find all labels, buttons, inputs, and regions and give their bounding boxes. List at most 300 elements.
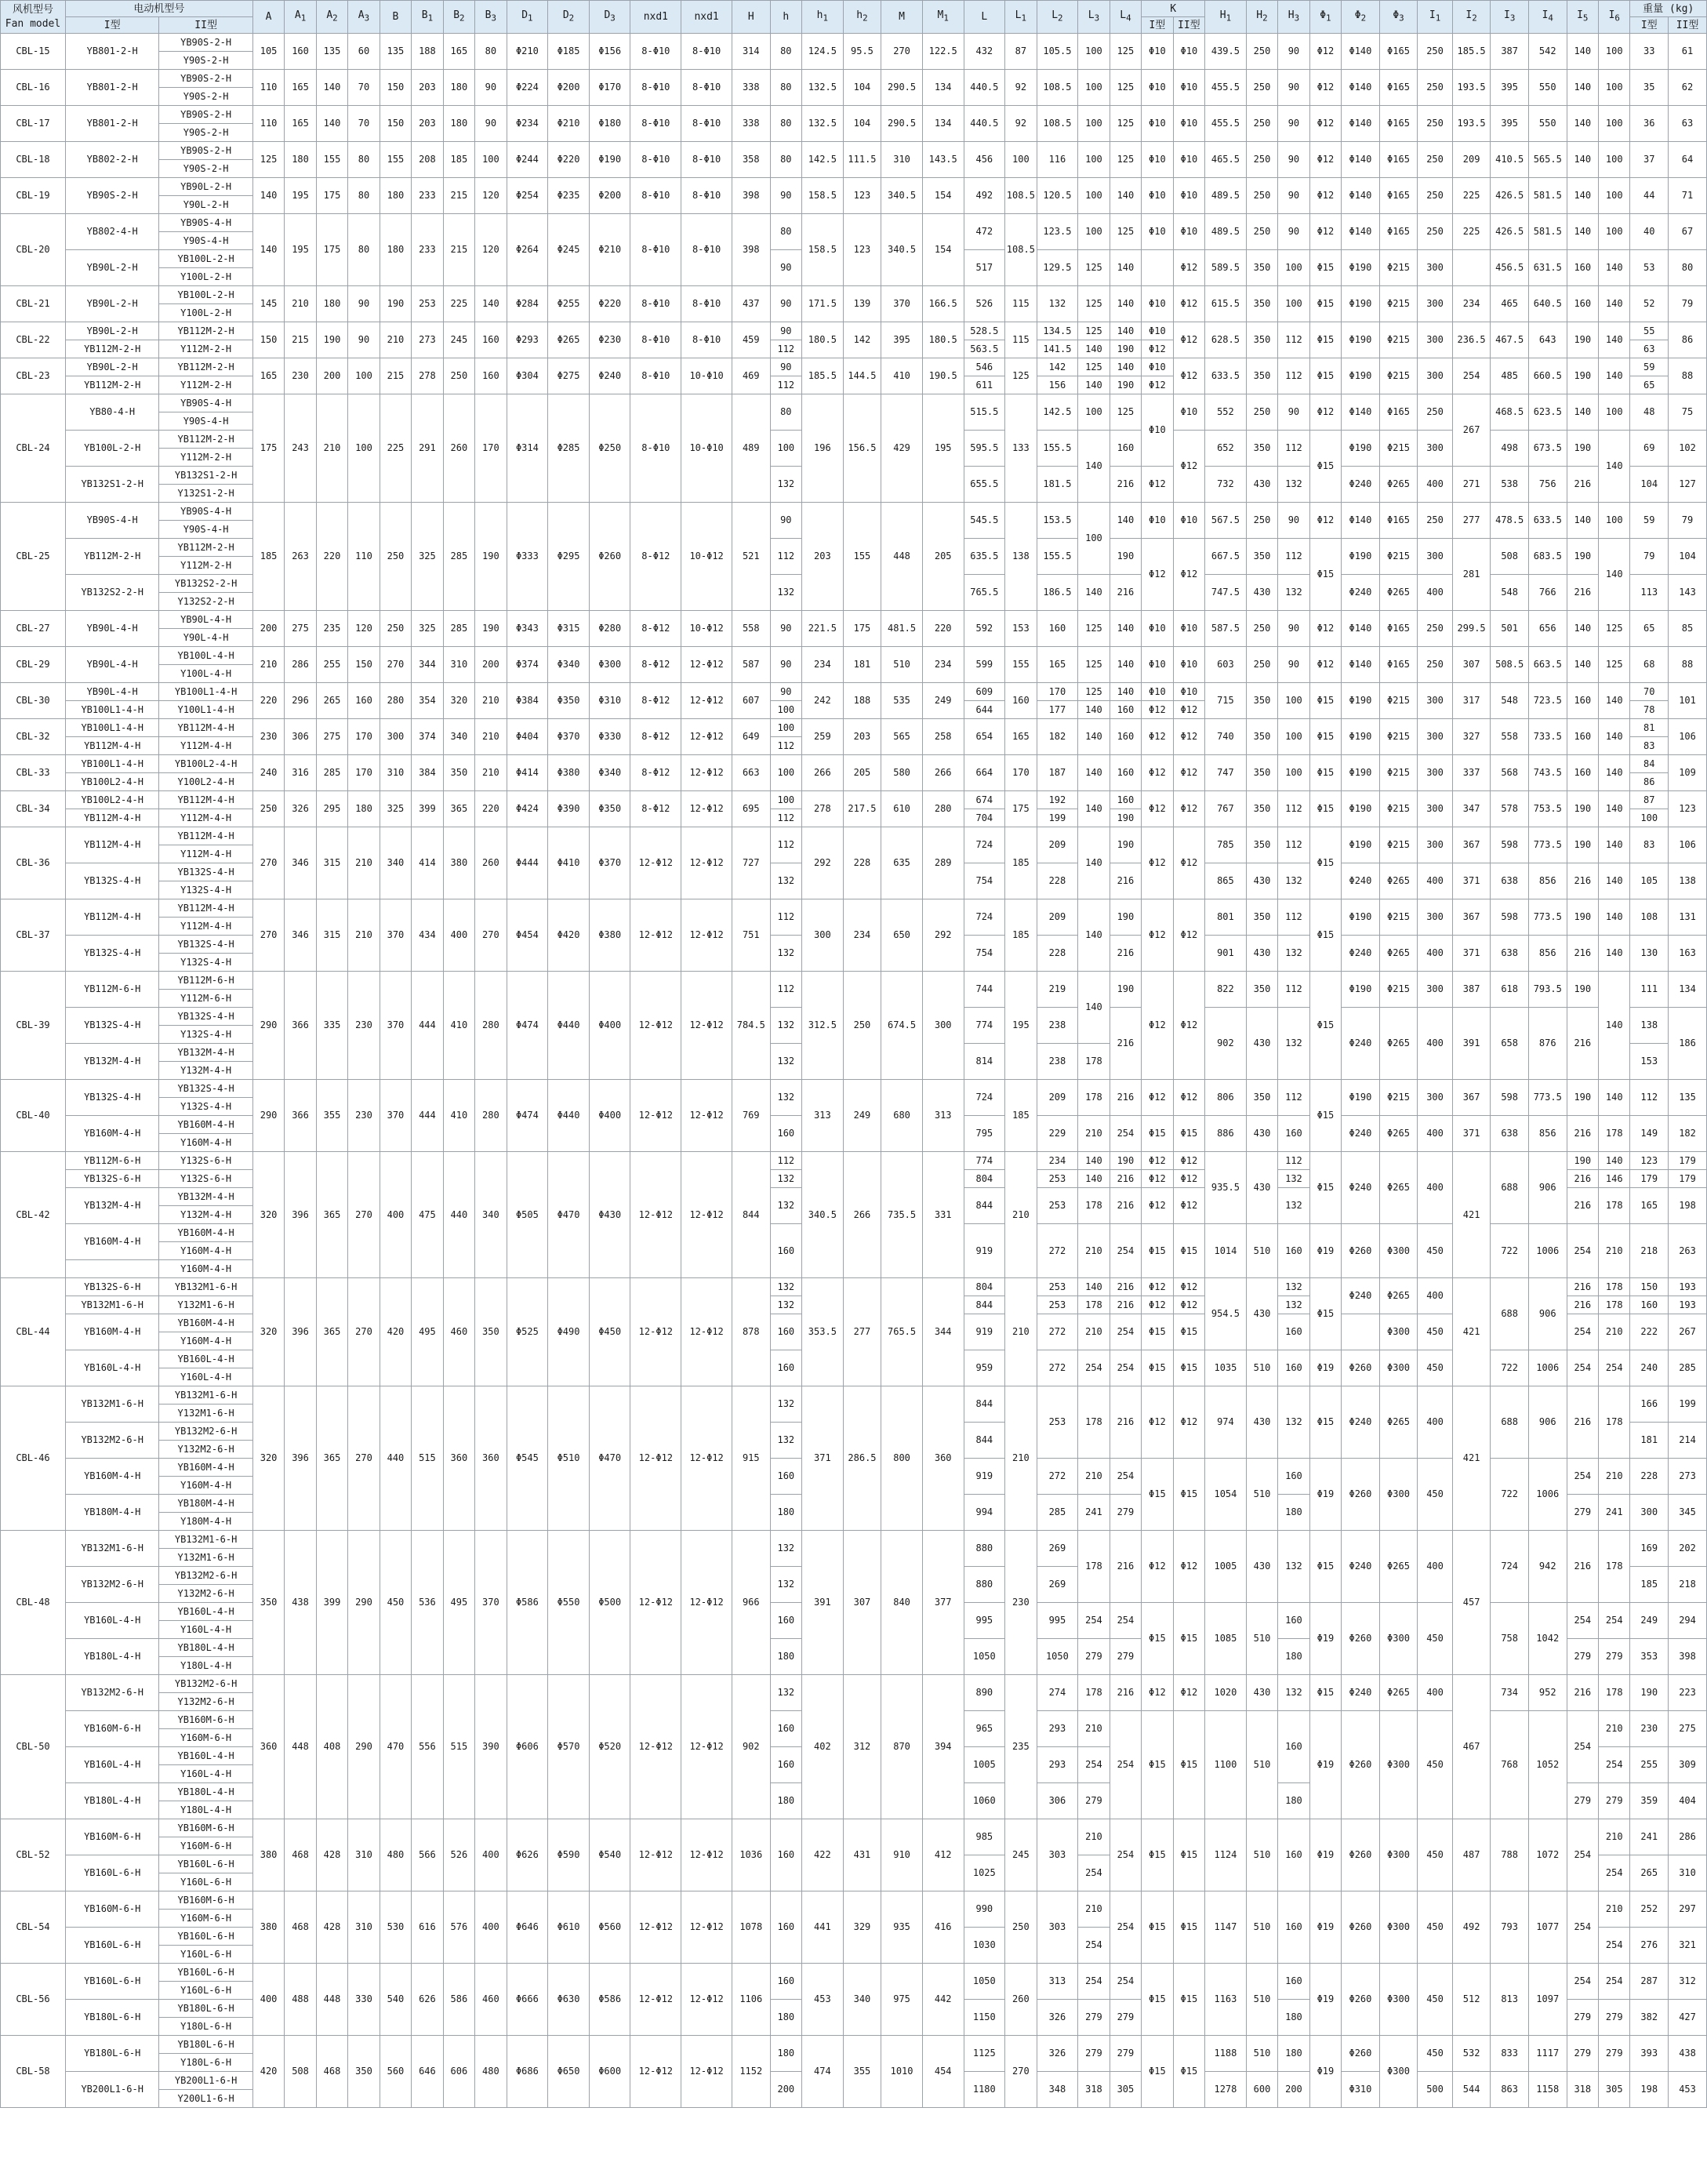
fan-model-cell: CBL-33 (1, 755, 66, 791)
dim-cell: 125 (1110, 394, 1141, 431)
dim-cell: 795 (964, 1116, 1005, 1152)
dim-cell: 180 (380, 178, 411, 214)
dim-cell: 876 (1528, 1008, 1567, 1080)
dim-cell: 280 (380, 683, 411, 719)
dim-cell: 100 (770, 701, 801, 719)
dim-cell: Φ260 (1342, 1891, 1380, 1964)
dim-cell: 140 (1599, 431, 1630, 503)
dim-cell: 100 (1278, 719, 1309, 755)
dim-cell: 140 (1078, 376, 1110, 394)
dim-cell: Φ12 (1173, 719, 1204, 755)
dim-cell: 241 (1599, 1495, 1630, 1531)
dim-cell: 300 (922, 972, 964, 1080)
dim-cell: 1020 (1205, 1675, 1247, 1711)
dim-cell: 267 (1452, 394, 1491, 467)
dim-cell: 313 (802, 1080, 844, 1152)
dim-cell: 985 (964, 1819, 1005, 1855)
dim-cell: Φ300 (1379, 1603, 1418, 1675)
dim-cell: 210 (475, 683, 507, 719)
dim-cell: Φ590 (548, 1819, 590, 1891)
dim-cell: Φ265 (548, 322, 590, 358)
dim-cell: 125 (1078, 250, 1110, 286)
dim-cell: 75 (1669, 394, 1707, 431)
dim-cell: 166 (1630, 1386, 1669, 1423)
dim-cell: 181 (1630, 1423, 1669, 1459)
dim-cell: 193 (1669, 1296, 1707, 1314)
dim-cell: 279 (1599, 1783, 1630, 1819)
dim-cell: 485 (1491, 358, 1529, 394)
dim-cell: Φ12 (1173, 286, 1204, 322)
dim-cell: 12-Φ12 (630, 1080, 681, 1152)
dim-cell: Φ15 (1173, 1350, 1204, 1386)
dim-cell: 180 (1278, 1495, 1309, 1531)
motor-type2-cell: Y160M-6-H (159, 1910, 252, 1928)
dim-cell: 430 (1246, 467, 1277, 503)
dim-cell: 250 (1418, 647, 1453, 683)
dim-cell: 140 (1110, 503, 1141, 539)
dim-cell: Φ300 (1379, 1459, 1418, 1531)
dim-cell: 440.5 (964, 106, 1005, 142)
dim-cell: 355 (316, 1080, 347, 1152)
dim-cell: Φ440 (548, 1080, 590, 1152)
dim-cell: Φ200 (548, 70, 590, 106)
dim-cell: Φ240 (1342, 936, 1380, 972)
dim-cell: 285 (1037, 1495, 1078, 1531)
dim-cell: 112 (770, 376, 801, 394)
dim-cell: 440 (443, 1152, 474, 1278)
dim-cell: 200 (1278, 2072, 1309, 2108)
dim-cell: Φ15 (1173, 1314, 1204, 1350)
dim-cell: 209 (1037, 899, 1078, 936)
dim-cell: 36 (1630, 106, 1669, 142)
motor-type2-cell: YB100L1-4-H (159, 683, 252, 701)
dim-cell: 112 (770, 899, 801, 936)
dim-cell: 125 (1078, 611, 1110, 647)
motor-type1-cell: YB160M-6-H (65, 1819, 158, 1855)
motor-type1-cell: YB90S-2-H (65, 178, 158, 214)
fan-model-cell: CBL-20 (1, 214, 66, 286)
dim-cell: 254 (1110, 1350, 1141, 1386)
dim-cell: 280 (475, 1080, 507, 1152)
motor-type2-cell: YB90S-2-H (159, 34, 252, 52)
dim-cell: Φ15 (1173, 1603, 1204, 1675)
dim-cell: 421 (1452, 1278, 1491, 1386)
dim-cell: Φ190 (1342, 972, 1380, 1008)
dim-cell: 186.5 (1037, 575, 1078, 611)
dim-cell: 1085 (1205, 1603, 1247, 1675)
motor-type1-cell: YB160L-4-H (65, 1350, 158, 1386)
dim-cell: 249 (922, 683, 964, 719)
dim-cell: 219 (1037, 972, 1078, 1008)
dim-cell: 69 (1630, 431, 1669, 467)
dim-cell: 225 (1452, 214, 1491, 250)
dim-cell: 135 (316, 34, 347, 70)
dim-cell: 472 (964, 214, 1005, 250)
dim-cell: 90 (770, 322, 801, 340)
dim-cell: 450 (1418, 1350, 1453, 1386)
dim-cell: 340 (843, 1964, 881, 2036)
dim-cell: 422 (802, 1819, 844, 1891)
dim-cell: Φ10 (1142, 683, 1173, 701)
dim-cell: 437 (732, 286, 771, 322)
dim-cell: 165 (1005, 719, 1037, 755)
dim-cell: Φ10 (1142, 142, 1173, 178)
dim-cell: 100 (1599, 214, 1630, 250)
dim-cell: 370 (380, 1080, 411, 1152)
dim-cell: 180 (443, 106, 474, 142)
dim-cell: 12-Φ12 (630, 972, 681, 1080)
dim-cell: 138 (1630, 1008, 1669, 1044)
motor-type2-cell: YB160L-6-H (159, 1928, 252, 1946)
dim-cell: 104 (1669, 539, 1707, 575)
dim-cell: Φ10 (1142, 106, 1173, 142)
motor-type2-cell: Y160M-6-H (159, 1729, 252, 1747)
dim-cell: 399 (412, 791, 443, 827)
dim-cell: Φ390 (548, 791, 590, 827)
dim-cell: 844 (964, 1386, 1005, 1423)
dim-cell: 400 (1418, 863, 1453, 899)
dim-cell: 100 (1078, 70, 1110, 106)
dim-cell: 110 (252, 106, 284, 142)
dim-cell: 254 (1078, 1964, 1110, 2000)
dim-cell: 1005 (1205, 1531, 1247, 1603)
dim-cell: Φ12 (1173, 1152, 1204, 1170)
dim-cell: 62 (1669, 70, 1707, 106)
motor-type2-cell: YB112M-4-H (159, 827, 252, 845)
dim-cell (1142, 250, 1173, 286)
dim-cell: 140 (1567, 647, 1598, 683)
dim-cell: 587.5 (1205, 611, 1247, 647)
motor-type2-cell: YB112M-4-H (159, 899, 252, 918)
dim-cell: 125 (1110, 214, 1141, 250)
dim-cell: 254 (1567, 1314, 1598, 1350)
fan-model-cell: CBL-46 (1, 1386, 66, 1531)
motor-type2-cell: Y90S-2-H (159, 124, 252, 142)
dim-cell: 942 (1528, 1531, 1567, 1603)
dim-cell: 548 (1491, 683, 1529, 719)
dim-cell: 508 (1491, 539, 1529, 575)
header-dim: $A_2$ (316, 1, 347, 34)
dim-cell: Φ15 (1309, 972, 1341, 1080)
dim-cell: Φ350 (548, 683, 590, 719)
dim-cell: 278 (802, 791, 844, 827)
motor-type2-cell: YB160M-4-H (159, 1314, 252, 1332)
dim-cell: 468 (285, 1819, 316, 1891)
dim-cell: Φ374 (507, 647, 548, 683)
dim-cell: 856 (1528, 1116, 1567, 1152)
dim-cell: 260 (475, 827, 507, 899)
dim-cell: 190 (1110, 827, 1141, 863)
table-row (1, 1675, 1707, 1693)
dim-cell: 430 (1246, 1386, 1277, 1459)
dim-cell: 318 (1078, 2072, 1110, 2108)
dim-cell: 274 (1037, 1675, 1078, 1711)
table-row (1, 899, 1707, 918)
dim-cell: Φ10 (1142, 214, 1173, 250)
fan-model-cell: CBL-17 (1, 106, 66, 142)
dim-cell: 108.5 (1037, 106, 1078, 142)
dim-cell: 965 (964, 1711, 1005, 1747)
dim-cell: 396 (285, 1386, 316, 1531)
motor-type1-cell: YB112M-4-H (65, 809, 158, 827)
fan-model-cell: CBL-27 (1, 611, 66, 647)
dim-cell: 160 (1278, 1603, 1309, 1639)
dim-cell: 631.5 (1528, 250, 1567, 286)
dim-cell: 254 (1567, 1891, 1598, 1964)
dim-cell: Φ265 (1379, 1116, 1418, 1152)
dim-cell: 142.5 (802, 142, 844, 178)
dim-cell: 110 (348, 503, 380, 611)
dim-cell: Φ265 (1379, 1386, 1418, 1459)
header-dim: $I_6$ (1599, 1, 1630, 34)
dim-cell: Φ190 (1342, 755, 1380, 791)
dim-cell: 142 (843, 322, 881, 358)
dim-cell: 793 (1491, 1891, 1529, 1964)
dim-cell: 140 (1567, 106, 1598, 142)
dim-cell: 140 (1078, 1152, 1110, 1170)
dim-cell: 1030 (964, 1928, 1005, 1964)
dim-cell: Φ260 (1342, 2036, 1380, 2072)
dim-cell: 260 (1005, 1964, 1037, 2036)
dim-cell: Φ10 (1142, 611, 1173, 647)
dim-cell: 100 (770, 791, 801, 809)
dim-cell: Φ215 (1379, 539, 1418, 575)
fan-model-cell: CBL-18 (1, 142, 66, 178)
dim-cell: 111 (1630, 972, 1669, 1008)
dim-cell: Φ190 (1342, 539, 1380, 575)
motor-type2-cell: YB90S-4-H (159, 503, 252, 521)
dim-cell: Φ235 (548, 178, 590, 214)
dim-cell: Φ15 (1309, 1386, 1341, 1459)
dim-cell: 80 (348, 142, 380, 178)
dim-cell: 112 (770, 340, 801, 358)
dim-cell: 84 (1630, 755, 1669, 773)
dim-cell: Φ12 (1309, 70, 1341, 106)
dim-cell: 160 (1278, 1224, 1309, 1278)
dim-cell: 132 (1278, 1531, 1309, 1603)
dim-cell: 185 (252, 503, 284, 611)
dim-cell: Φ314 (507, 394, 548, 503)
dim-cell: 254 (1567, 1819, 1598, 1891)
dim-cell: 430 (1246, 1278, 1277, 1350)
dim-cell: 112 (770, 972, 801, 1008)
dim-cell: 160 (770, 1116, 801, 1152)
dim-cell: 1097 (1528, 1964, 1567, 2036)
dim-cell: Φ190 (1342, 899, 1380, 936)
dim-cell: 250 (1005, 1891, 1037, 1964)
table-row (1, 1819, 1707, 1837)
dim-cell: Φ190 (589, 142, 630, 178)
dim-cell: 140 (1078, 701, 1110, 719)
dim-cell: Φ260 (1342, 1224, 1380, 1278)
dim-cell: 8-Φ10 (681, 70, 732, 106)
dim-cell: 160 (770, 1891, 801, 1964)
dim-cell: 132 (770, 575, 801, 611)
dim-cell: Φ19 (1309, 1964, 1341, 2036)
dim-cell: Φ19 (1309, 1891, 1341, 1964)
dim-cell: 112 (1278, 539, 1309, 575)
dim-cell: 581.5 (1528, 214, 1567, 250)
motor-type2-cell: Y112M-4-H (159, 737, 252, 755)
dim-cell: 8-Φ10 (630, 34, 681, 70)
dim-cell: 192 (1037, 791, 1078, 809)
dim-cell: 160 (1278, 1350, 1309, 1386)
motor-type2-cell: YB100L2-4-H (159, 755, 252, 773)
dim-cell: 919 (964, 1314, 1005, 1350)
dim-cell: Φ12 (1309, 647, 1341, 683)
dim-cell: 180 (285, 142, 316, 178)
dim-cell: 250 (1246, 611, 1277, 647)
motor-type2-cell: Y112M-4-H (159, 918, 252, 936)
dim-cell: 331 (922, 1152, 964, 1278)
dim-cell: 910 (881, 1819, 923, 1891)
dim-cell: 155 (316, 142, 347, 178)
dim-cell: 266 (843, 1152, 881, 1278)
dim-cell: 90 (1278, 178, 1309, 214)
header-dim: nxd1 (630, 1, 681, 34)
dim-cell: 704 (964, 809, 1005, 827)
dim-cell: 180 (1278, 1783, 1309, 1819)
fan-model-cell: CBL-29 (1, 647, 66, 683)
dim-cell: 180 (770, 2000, 801, 2036)
dim-cell: 353 (1630, 1639, 1669, 1675)
fan-model-cell: CBL-15 (1, 34, 66, 70)
dim-cell: 890 (964, 1675, 1005, 1711)
dim-cell: 160 (770, 1964, 801, 2000)
dim-cell: 303 (1037, 1891, 1078, 1964)
dim-cell: Φ284 (507, 286, 548, 322)
dim-cell: 906 (1528, 1386, 1567, 1459)
dim-cell: 233 (412, 214, 443, 286)
dim-cell: 254 (1567, 1964, 1598, 2000)
dim-cell: 81 (1630, 719, 1669, 737)
dim-cell: 180 (770, 1639, 801, 1675)
dim-cell: 303 (1037, 1819, 1078, 1891)
dim-cell: 140 (1599, 719, 1630, 755)
dim-cell: 8-Φ10 (630, 286, 681, 322)
dim-cell: 480 (475, 2036, 507, 2108)
dim-cell: 111.5 (843, 142, 881, 178)
dim-cell: Φ12 (1142, 1278, 1173, 1296)
dim-cell: 1180 (964, 2072, 1005, 2108)
dim-cell: 160 (1005, 683, 1037, 719)
motor-type1-cell: YB160M-4-H (65, 1116, 158, 1152)
dim-cell: 8-Φ10 (681, 106, 732, 142)
dim-cell: 765.5 (964, 575, 1005, 611)
motor-type2-cell: Y132M-4-H (159, 1062, 252, 1080)
dim-cell: 175 (316, 214, 347, 286)
dim-cell: 398 (1669, 1639, 1707, 1675)
dim-cell: Φ240 (1342, 1278, 1380, 1314)
dim-cell: Φ304 (507, 358, 548, 394)
dim-cell: 724 (964, 1080, 1005, 1116)
dim-cell: Φ10 (1173, 394, 1204, 431)
motor-type1-cell: YB132M2-6-H (65, 1567, 158, 1603)
dim-cell: Φ165 (1379, 214, 1418, 250)
dim-cell: 638 (1491, 936, 1529, 972)
dim-cell: 475 (412, 1152, 443, 1278)
header-dim: L (964, 1, 1005, 34)
dim-cell: 346 (285, 899, 316, 972)
dim-cell: 250 (1418, 142, 1453, 178)
dim-cell: 8-Φ10 (681, 178, 732, 214)
motor-type2-cell: Y160L-4-H (159, 1621, 252, 1639)
dim-cell: 80 (770, 34, 801, 70)
dim-cell: 254 (1110, 1891, 1141, 1964)
header-dim: $A_1$ (285, 1, 316, 34)
dim-cell: 140 (1110, 611, 1141, 647)
dim-cell: 140 (1599, 683, 1630, 719)
dim-cell: Φ12 (1309, 214, 1341, 250)
dim-cell: Φ540 (589, 1819, 630, 1891)
dim-cell: 1035 (1205, 1350, 1247, 1386)
dim-cell: 279 (1599, 2000, 1630, 2036)
dim-cell: 279 (1567, 1783, 1598, 1819)
dim-cell: 374 (412, 719, 443, 755)
dim-cell: 210 (475, 719, 507, 755)
motor-type1-cell: YB100L2-4-H (65, 773, 158, 791)
dim-cell: 160 (770, 1603, 801, 1639)
dim-cell: 515.5 (964, 394, 1005, 431)
dim-cell: 254 (1452, 358, 1491, 394)
dim-cell: 390 (475, 1675, 507, 1819)
fan-model-cell: CBL-44 (1, 1278, 66, 1386)
motor-type2-cell: Y160M-4-H (159, 1332, 252, 1350)
dim-cell: 400 (475, 1819, 507, 1891)
header-dim: H (732, 1, 771, 34)
dim-cell: 210 (1005, 1278, 1037, 1386)
dim-cell: 439.5 (1205, 34, 1247, 70)
dim-cell: 814 (964, 1044, 1005, 1080)
dim-cell: 160 (1278, 1964, 1309, 2000)
dim-cell: 754 (964, 863, 1005, 899)
dim-cell: 140 (1078, 1278, 1110, 1296)
dim-cell: Φ12 (1142, 755, 1173, 791)
dim-cell: Φ15 (1309, 1675, 1341, 1711)
dim-cell: Φ190 (1342, 431, 1380, 467)
table-row (1, 1386, 1707, 1405)
dim-cell: 198 (1630, 2072, 1669, 2108)
dim-cell: 277 (843, 1278, 881, 1386)
dim-cell: 225 (380, 394, 411, 503)
dim-cell: 844 (964, 1188, 1005, 1224)
dim-cell: 340.5 (802, 1152, 844, 1278)
dim-cell: 656 (1528, 611, 1567, 647)
dim-cell: 400 (1418, 1116, 1453, 1152)
dim-cell: 732 (1205, 467, 1247, 503)
dim-cell: 428 (316, 1891, 347, 1964)
dim-cell: 915 (732, 1386, 771, 1531)
motor-type1-cell: YB132S-6-H (65, 1278, 158, 1296)
dim-cell: 550 (1528, 70, 1567, 106)
motor-type2-cell: YB112M-2-H (159, 431, 252, 449)
motor-type2-cell: YB160M-4-H (159, 1224, 252, 1242)
dim-cell: 216 (1110, 1386, 1141, 1459)
dim-cell: Φ190 (1342, 286, 1380, 322)
dim-cell: 510 (1246, 2036, 1277, 2072)
dim-cell: 279 (1110, 1639, 1141, 1675)
dim-cell: 326 (1037, 2036, 1078, 2072)
dim-cell: Φ410 (548, 827, 590, 899)
dim-cell: 170 (348, 755, 380, 791)
dim-cell: 180.5 (802, 322, 844, 358)
dim-cell: Φ10 (1142, 70, 1173, 106)
dim-cell: 254 (1110, 1964, 1141, 2000)
dim-cell: 480 (380, 1819, 411, 1891)
dim-cell: 171.5 (802, 286, 844, 322)
fan-model-cell: CBL-32 (1, 719, 66, 755)
motor-type1-cell: YB132M2-6-H (65, 1423, 158, 1459)
